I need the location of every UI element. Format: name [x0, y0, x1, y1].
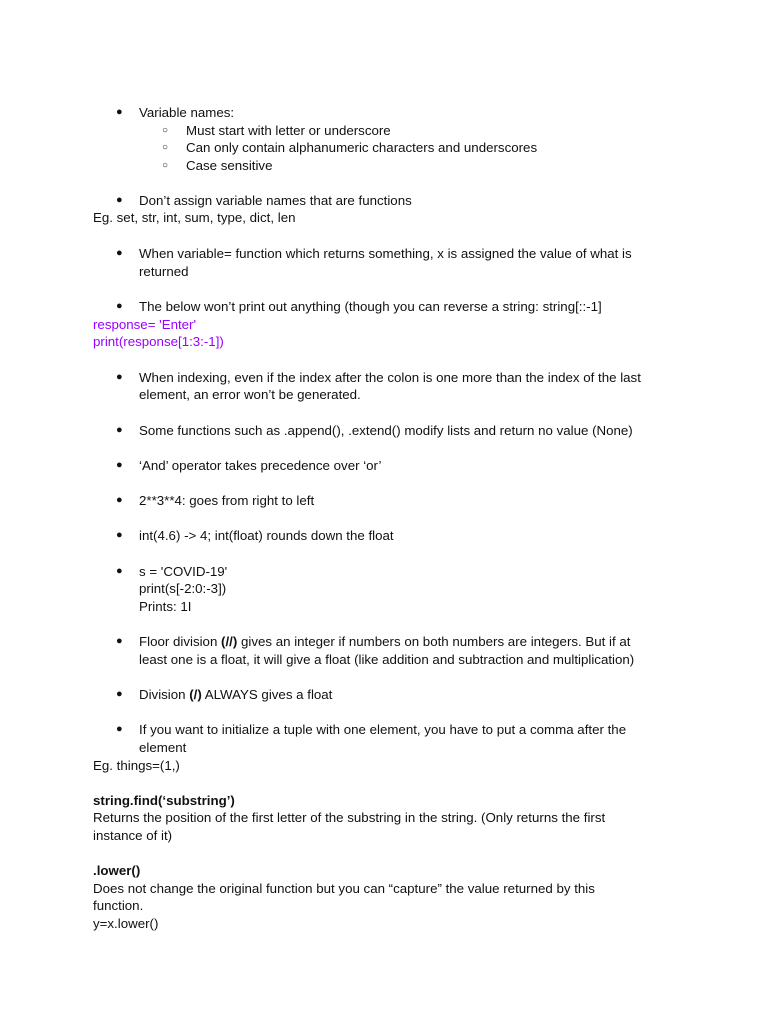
bullet-icon: ●: [116, 106, 123, 118]
find-heading: string.find(‘substring’): [93, 793, 235, 808]
variable-rule: Must start with letter or underscore: [186, 123, 391, 138]
bullet-icon: ●: [116, 194, 123, 206]
note-variable-function: When variable= function which returns something, x is assigned the value of what is: [139, 246, 632, 261]
note-eg-functions: Eg. set, str, int, sum, type, dict, len: [93, 210, 296, 225]
bullet-icon: ●: [116, 459, 123, 471]
note-covid: print(s[-2:0:-3]): [139, 581, 227, 596]
note-tuple: If you want to initialize a tuple with one element, you have to put a comma after the: [139, 722, 627, 737]
note-covid: s = 'COVID-19': [139, 564, 228, 579]
note-power: 2**3**4: goes from right to left: [139, 493, 315, 508]
note-tuple: element: [139, 740, 187, 755]
division-post: ALWAYS gives a float: [201, 687, 333, 702]
note-eg-things: Eg. things=(1,): [93, 758, 180, 773]
variable-rule: Case sensitive: [186, 158, 273, 173]
note-int-float: int(4.6) -> 4; int(float) rounds down the float: [139, 528, 394, 543]
sub-bullet-icon: ○: [162, 142, 169, 153]
note-and-or: ‘And’ operator takes precedence over ‘or’: [139, 458, 382, 473]
bullet-icon: ●: [116, 723, 123, 735]
lower-description: Does not change the original function but you can “capture” the value returned by this: [93, 881, 595, 896]
bullet-icon: ●: [116, 688, 123, 700]
division-pre: Division: [139, 687, 190, 702]
floor-division-operator: (//): [221, 634, 238, 649]
find-description: instance of it): [93, 828, 173, 843]
bullet-icon: ●: [116, 247, 123, 259]
bullet-icon: ●: [116, 565, 123, 577]
note-append-extend: Some functions such as .append(), .extend() modify lists and return no value (None): [139, 423, 633, 438]
note-floor-division: [139, 633, 631, 651]
division-operator: (/): [189, 687, 202, 702]
note-floor-division-line2: least one is a float, it will give a float (like addition and subtraction and multiplication): [139, 652, 635, 667]
floor-division-pre: Floor division: [139, 634, 222, 649]
note-wont-print: The below won’t print out anything (though you can reverse a string: string[::-1]: [139, 299, 602, 314]
lower-heading: .lower(): [93, 863, 141, 878]
note-division: [139, 686, 332, 704]
floor-division-post: gives an integer if numbers on both numbers are integers. But if at: [237, 634, 631, 649]
bullet-icon: ●: [116, 424, 123, 436]
note-indexing: element, an error won’t be generated.: [139, 387, 361, 402]
bullet-icon: ●: [116, 371, 123, 383]
variable-names-heading: Variable names:: [139, 105, 235, 120]
bullet-icon: ●: [116, 529, 123, 541]
note-indexing: When indexing, even if the index after the colon is one more than the index of the last: [139, 370, 641, 385]
code-print: print(response[1:3:-1]): [93, 334, 224, 349]
bullet-icon: ●: [116, 494, 123, 506]
code-response: response= 'Enter': [93, 317, 197, 332]
lower-example: y=x.lower(): [93, 916, 159, 931]
lower-description: function.: [93, 898, 144, 913]
find-description: Returns the position of the first letter of the substring in the string. (Only returns the first: [93, 810, 606, 825]
variable-rule: Can only contain alphanumeric characters and underscores: [186, 140, 538, 155]
bullet-icon: ●: [116, 300, 123, 312]
note-covid: Prints: 1I: [139, 599, 192, 614]
bullet-icon: ●: [116, 635, 123, 647]
note-variable-function: returned: [139, 264, 189, 279]
sub-bullet-icon: ○: [162, 125, 169, 136]
note-dont-assign: Don’t assign variable names that are functions: [139, 193, 412, 208]
sub-bullet-icon: ○: [162, 160, 169, 171]
